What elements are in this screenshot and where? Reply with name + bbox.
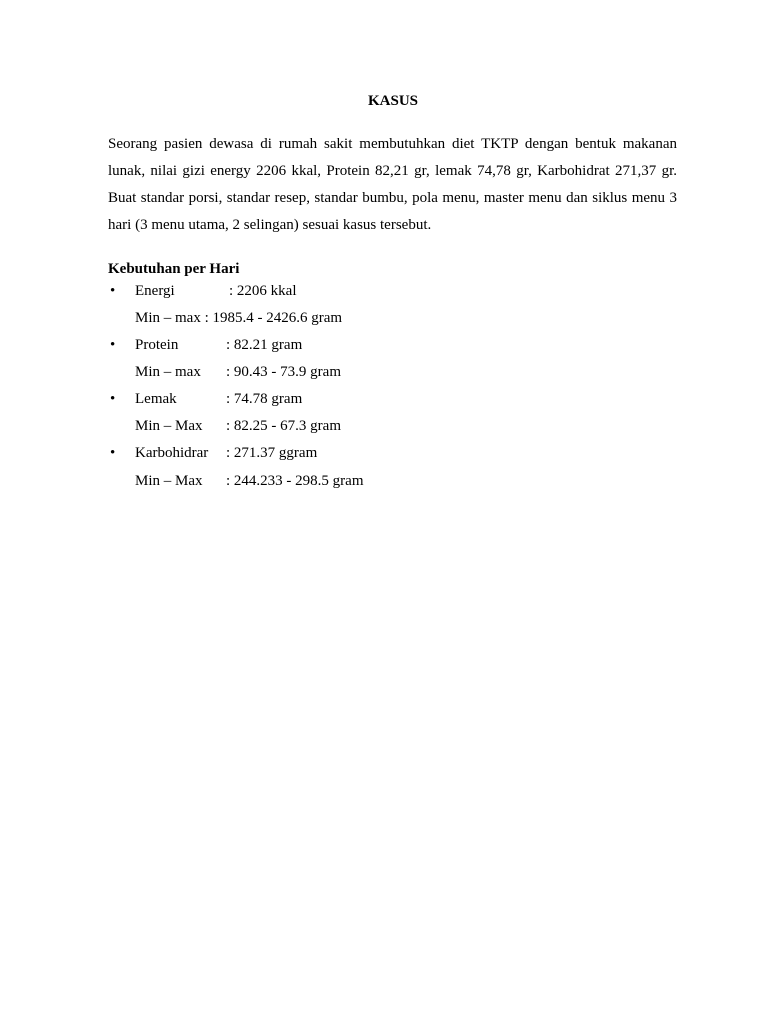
bullet-icon: • [110, 445, 116, 461]
list-item-protein [0, 335, 768, 355]
range-row-lemak [0, 416, 768, 436]
case-paragraph: Seorang pasien dewasa di rumah sakit membutuhkan diet TKTP dengan bentuk makanan lunak, nilai gizi energy 2206 kkal, Protein 82,21 gr, lemak 74,78 gr, Karbohidrat 271,37 gr. Buat standar porsi, standar resep, standar bumbu, pola menu, master menu dan siklus menu 3 hari (3 menu utama, 2 selingan) sesuai kasus tersebut. [108, 136, 677, 233]
list-item-lemak [0, 389, 768, 409]
range-label: Min – Max [135, 418, 203, 434]
range-value: : 90.43 - 73.9 gram [226, 364, 341, 380]
bullet-icon: • [110, 391, 116, 407]
item-value: : 2206 kkal [229, 283, 297, 299]
bullet-icon: • [110, 283, 116, 299]
range-row-karbohidrar [0, 471, 768, 491]
item-label: Energi [135, 283, 175, 299]
range-row-energi [0, 308, 768, 328]
item-label: Karbohidrar [135, 445, 209, 461]
list-item-energi [0, 281, 768, 301]
document-title: KASUS [367, 93, 419, 109]
range-row-protein [0, 362, 768, 382]
list-item-karbohidrar [0, 443, 768, 463]
range-label: Min – max [135, 364, 201, 380]
range-label: Min – Max [135, 473, 203, 489]
bullet-icon: • [110, 337, 116, 353]
item-value: : 74.78 gram [226, 391, 303, 407]
item-label: Protein [135, 337, 179, 353]
section-heading: Kebutuhan per Hari [108, 261, 240, 277]
item-value: : 271.37 ggram [226, 445, 318, 461]
range-text: Min – max : 1985.4 - 2426.6 gram [135, 310, 343, 326]
item-label: Lemak [135, 391, 177, 407]
range-value: : 244.233 - 298.5 gram [226, 473, 364, 489]
item-value: : 82.21 gram [226, 337, 303, 353]
range-value: : 82.25 - 67.3 gram [226, 418, 341, 434]
